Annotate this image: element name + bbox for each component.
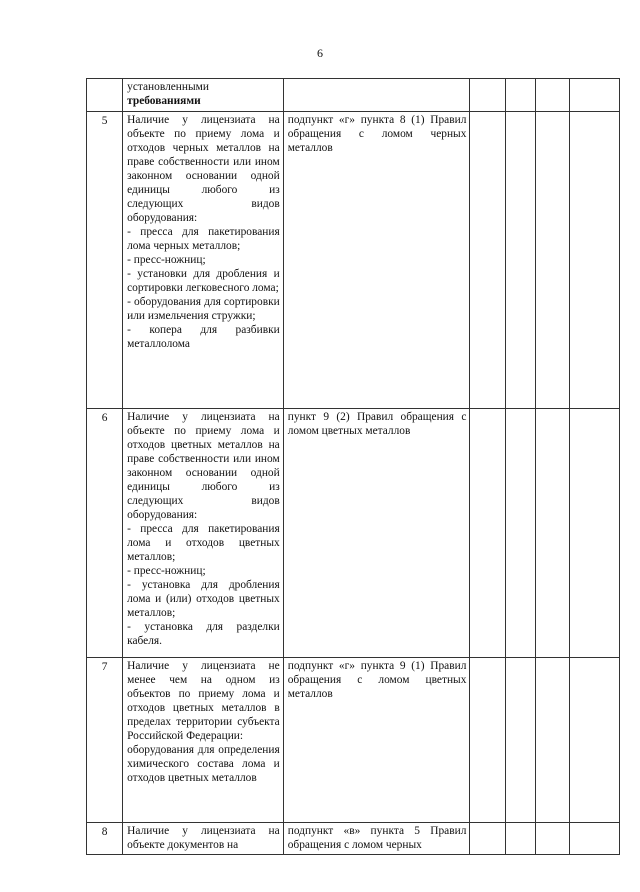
reference-text: пункт 9 (2) Правил обращения с ломом цветных металлов bbox=[287, 411, 467, 437]
reference-cell bbox=[283, 409, 470, 658]
reference-text: подпункт «г» пункта 8 (1) Правил обращения с ломом черных металлов bbox=[287, 114, 467, 154]
empty-cell bbox=[535, 112, 569, 409]
requirement-line: Наличие у лицензиата не менее чем на одном из объектов по приему лома и отходов цветных металлов в пределах территории субъекта Российской Федерации: bbox=[127, 660, 280, 742]
row-number bbox=[87, 79, 123, 112]
table-row bbox=[87, 409, 620, 658]
empty-cell bbox=[505, 79, 535, 112]
row-number: 5 bbox=[87, 112, 123, 409]
requirement-cell bbox=[123, 409, 284, 658]
row-number: 8 bbox=[87, 823, 123, 855]
requirement-line: - пресс-ножниц; bbox=[127, 565, 206, 577]
empty-cell bbox=[505, 112, 535, 409]
requirement-line: - установка для разделки кабеля. bbox=[127, 621, 280, 647]
requirement-line: Наличие у лицензиата на объекте по приему лома и отходов черных металлов на праве собственности или ином законном основании одной единицы любого из следующих видов оборудования: bbox=[127, 114, 280, 224]
empty-cell bbox=[470, 79, 505, 112]
requirement-line: Наличие у лицензиата на объекте по приему лома и отходов цветных металлов на праве собственности или ином законном основании одной единицы любого из следующих видов оборудования: bbox=[127, 411, 280, 521]
requirements-table bbox=[86, 78, 620, 855]
page-number: 6 bbox=[317, 46, 323, 60]
empty-cell bbox=[535, 658, 569, 823]
table-row bbox=[87, 112, 620, 409]
requirement-cell bbox=[123, 79, 284, 112]
empty-cell bbox=[470, 409, 505, 658]
empty-cell bbox=[535, 409, 569, 658]
empty-cell bbox=[569, 823, 619, 855]
reference-cell bbox=[283, 112, 470, 409]
requirement-line: - пресса для пакетирования лома черных металлов; bbox=[127, 226, 280, 252]
requirement-line: - копера для разбивки металлолома bbox=[127, 324, 280, 350]
reference-text bbox=[284, 79, 470, 82]
requirement-line: оборудования для определения химического состава лома и отходов цветных металлов bbox=[127, 744, 280, 784]
reference-cell bbox=[283, 823, 470, 855]
requirement-line: - установки для дробления и сортировки легковесного лома; bbox=[127, 268, 280, 294]
empty-cell bbox=[470, 823, 505, 855]
requirement-cell bbox=[123, 658, 284, 823]
requirement-line: - установка для дробления лома и (или) отходов цветных металлов; bbox=[127, 579, 280, 619]
reference-text: подпункт «г» пункта 9 (1) Правил обращения с ломом цветных металлов bbox=[287, 660, 467, 700]
empty-cell bbox=[535, 823, 569, 855]
row-number: 6 bbox=[87, 409, 123, 658]
reference-cell bbox=[283, 658, 470, 823]
requirement-line: - пресса для пакетирования лома и отходов цветных металлов; bbox=[127, 523, 280, 563]
reference-text: подпункт «в» пункта 5 Правил обращения с ломом черных bbox=[287, 825, 467, 851]
empty-cell bbox=[505, 658, 535, 823]
empty-cell bbox=[535, 79, 569, 112]
reference-cell bbox=[283, 79, 470, 112]
empty-cell bbox=[470, 112, 505, 409]
requirement-line: установленными bbox=[127, 81, 209, 93]
row-number: 7 bbox=[87, 658, 123, 823]
empty-cell bbox=[569, 409, 619, 658]
requirement-cell bbox=[123, 112, 284, 409]
requirement-line: - оборудования для сортировки или измельчения стружки; bbox=[127, 296, 280, 322]
table-row bbox=[87, 823, 620, 855]
requirement-line: - пресс-ножниц; bbox=[127, 254, 206, 266]
table-row bbox=[87, 79, 620, 112]
requirement-cell bbox=[123, 823, 284, 855]
empty-cell bbox=[505, 409, 535, 658]
empty-cell bbox=[470, 658, 505, 823]
empty-cell bbox=[569, 112, 619, 409]
requirement-line: Наличие у лицензиата на объекте документов на bbox=[127, 825, 280, 851]
table-row bbox=[87, 658, 620, 823]
empty-cell bbox=[569, 79, 619, 112]
requirement-line: требованиями bbox=[127, 95, 201, 107]
empty-cell bbox=[569, 658, 619, 823]
empty-cell bbox=[505, 823, 535, 855]
